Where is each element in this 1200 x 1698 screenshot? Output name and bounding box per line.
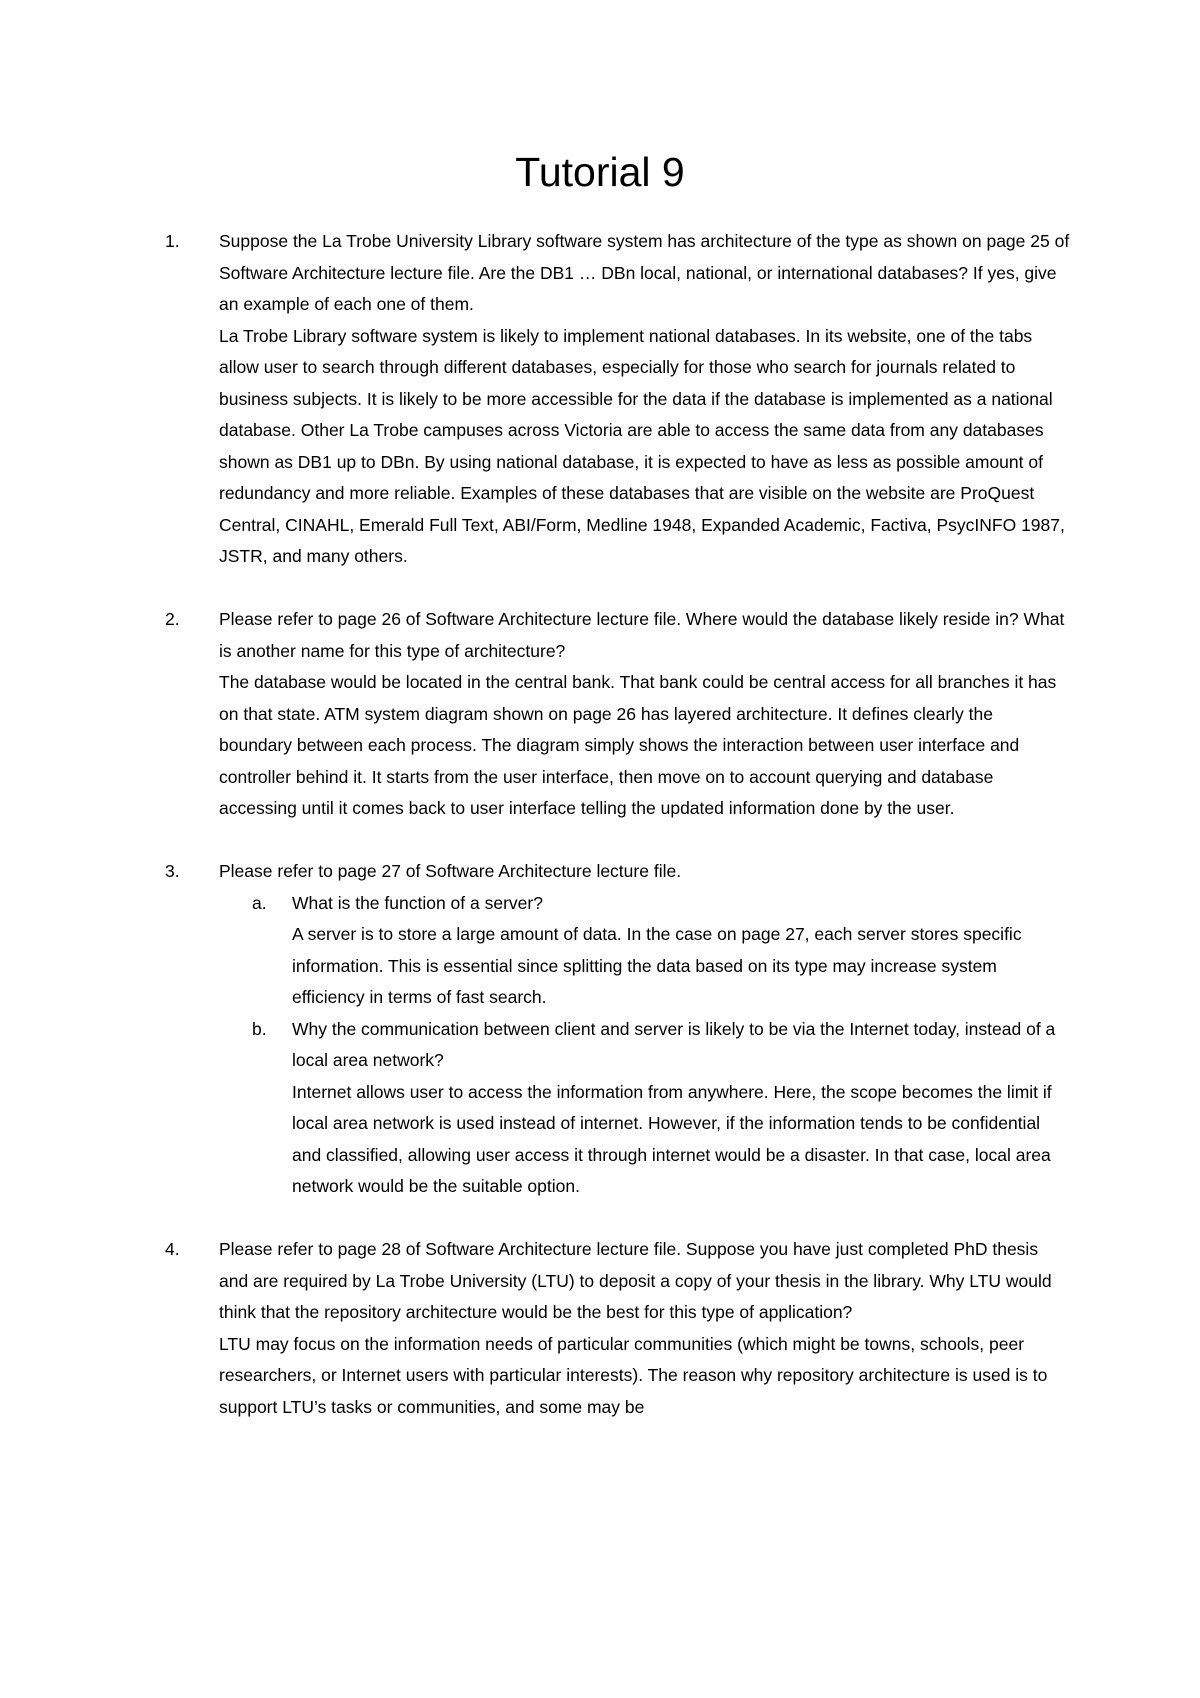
- question-number: 1.: [165, 231, 180, 251]
- question-number: 2.: [165, 609, 180, 629]
- sub-question-b: [219, 1014, 1070, 1203]
- answer-text: La Trobe Library software system is likely to implement national databases. In its website, one of the tabs allow user to search through different databases, especially for those who search for journals related to business subjects. It is likely to be more accessible for the data if the database is implemented as a national database. Other La Trobe campuses across Victoria are able to access the same data from any databases shown as DB1 up to DBn. By using national database, it is expected to have as less as possible amount of redundancy and more reliable. Examples of these databases that are visible on the website are ProQuest Central, CINAHL, Emerald Full Text, ABI/Form, Medline 1948, Expanded Academic, Factiva, PsycINFO 1987, JSTR, and many others.: [219, 325, 1065, 566]
- question-number: 3.: [165, 861, 180, 881]
- sub-question-text: Why the communication between client and server is likely to be via the Internet today, instead of a local area network?: [292, 1018, 1056, 1070]
- question-list: [165, 226, 1070, 1423]
- sub-answer-text: Internet allows user to access the information from anywhere. Here, the scope becomes the limit if local area network is used instead of internet. However, if the information tends to be confidential and classified, allowing user access it through internet would be a disaster. In that case, local area network would be the suitable option.: [292, 1081, 1052, 1196]
- question-text: Please refer to page 27 of Software Architecture lecture file.: [219, 861, 682, 881]
- answer-text: LTU may focus on the information needs of particular communities (which might be towns, schools, peer researchers, or Internet users with particular interests). The reason why repository architecture is used is to support LTU’s tasks or communities, and some may be: [219, 1333, 1048, 1417]
- question-number: 4.: [165, 1239, 180, 1259]
- question-text: Please refer to page 26 of Software Architecture lecture file. Where would the database likely reside in? What is another name for this type of architecture?: [219, 609, 1065, 661]
- page-title: Tutorial 9: [515, 149, 685, 195]
- question-3: [165, 856, 1070, 1203]
- sub-question-letter: a.: [252, 892, 267, 913]
- sub-question-list: [219, 888, 1070, 1203]
- answer-text: The database would be located in the central bank. That bank could be central access for all branches it has on that state. ATM system diagram shown on page 26 has layered architecture. It defines clearly the boundary between each process. The diagram simply shows the interaction between user interface and controller behind it. It starts from the user interface, then move on to account querying and database accessing until it comes back to user interface telling the updated information done by the user.: [219, 672, 1057, 818]
- sub-question-text: What is the function of a server?: [292, 892, 543, 913]
- question-1: [165, 226, 1070, 573]
- sub-question-letter: b.: [252, 1018, 267, 1039]
- question-4: [165, 1234, 1070, 1423]
- sub-answer-text: A server is to store a large amount of data. In the case on page 27, each server stores specific information. This is essential since splitting the data based on its type may increase system efficiency in terms of fast search.: [292, 924, 1022, 1007]
- question-text: Suppose the La Trobe University Library software system has architecture of the type as shown on page 25 of Software Architecture lecture file. Are the DB1 … DBn local, national, or international databases? If yes, give an example of each one of them.: [219, 231, 1070, 314]
- sub-question-a: [219, 888, 1070, 1014]
- question-2: [165, 604, 1070, 825]
- question-text: Please refer to page 28 of Software Architecture lecture file. Suppose you have just completed PhD thesis and are required by La Trobe University (LTU) to deposit a copy of your thesis in the library. Why LTU would think that the repository architecture would be the best for this type of application?: [219, 1239, 1052, 1322]
